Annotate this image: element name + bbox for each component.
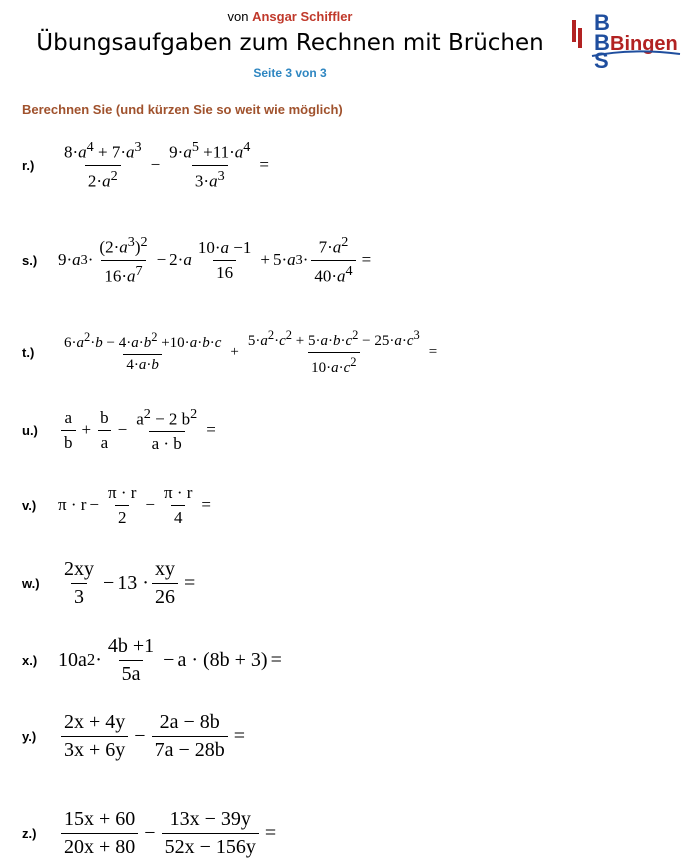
task-label: z.) [22, 825, 37, 841]
expression: 10a 2 · 4b +1 5a − a · (8b + 3) = [58, 634, 282, 685]
expression: π · r − $\frac{\pi \cdot r}{2}$ − $\frac{\pi \cdot r}{4}$ = [58, 482, 211, 527]
expression: 9· a 3 · $(2\cdot a^3)^2$ $16\cdot a^7$ − 2· a 10·a −1 16 + 5· a 3 · $\frac{7\cdot a^2}{40\cdot a^4}$ = [58, 233, 372, 286]
task-label: r.) [22, 157, 35, 173]
task-u [22, 400, 219, 460]
task-label: w.) [22, 575, 40, 591]
task-label: u.) [22, 422, 38, 438]
task-y [22, 706, 248, 766]
task-w [22, 553, 198, 613]
logo-text: Bingen [610, 33, 678, 55]
logo-letter-b1: B [594, 10, 610, 35]
task-v [22, 475, 214, 535]
bbs-bingen-logo [572, 10, 682, 70]
task-s [22, 230, 374, 290]
task-z [22, 803, 279, 863]
task-label: y.) [22, 728, 37, 744]
expression: 2x + 4y 3x + 6y − $\frac{2a - 8b}{7a - 28b}$ = [58, 711, 248, 762]
instruction: Berechnen Sie (und kürzen Sie so weit wie möglich) [22, 102, 343, 117]
task-label: s.) [22, 252, 38, 268]
expression: $6\cdot a^2\cdot b - 4\cdot a\cdot b^2 +10\cdot a\cdot b\cdot c$ 4·a·b + $\frac{5\cdot a^2\cdot c^2 + 5\cdot a\cdot b\cdot c^2 - 25\cdot a\cdot c^3}{10\cdot a\cdot c^2}$ = [64, 327, 438, 376]
logo-letter-b2: B [594, 30, 610, 55]
task-t [22, 322, 440, 382]
page-number: Seite 3 von 3 [253, 66, 327, 80]
task-label: t.) [22, 344, 35, 360]
task-label: x.) [22, 652, 38, 668]
logo-letter-s: S [594, 48, 609, 70]
expression: a b + $\frac{b}{a}$ − $\frac{a^2 - 2 b^2}{a \cdot b}$ = [58, 406, 219, 455]
author-line [0, 9, 580, 24]
expression: 2xy 3 − 13 · $\frac{xy}{26}$ = [64, 557, 196, 608]
expression: $8\cdot a^4 + 7\cdot a^3$ $2\cdot a^2$ − $\frac{9\cdot a^5 +11\cdot a^4}{3\cdot a^3}$ = [64, 138, 269, 191]
task-label: v.) [22, 497, 37, 513]
expression: 15x + 60 20x + 80 − $\frac{13x - 39y}{52x - 156y}$ = [58, 808, 279, 859]
page-title: Übungsaufgaben zum Rechnen mit Brüchen [36, 30, 544, 56]
author-prefix: von [227, 9, 249, 24]
task-x [22, 630, 285, 690]
author-name: Ansgar Schiffler [252, 9, 353, 24]
task-r [22, 135, 272, 195]
